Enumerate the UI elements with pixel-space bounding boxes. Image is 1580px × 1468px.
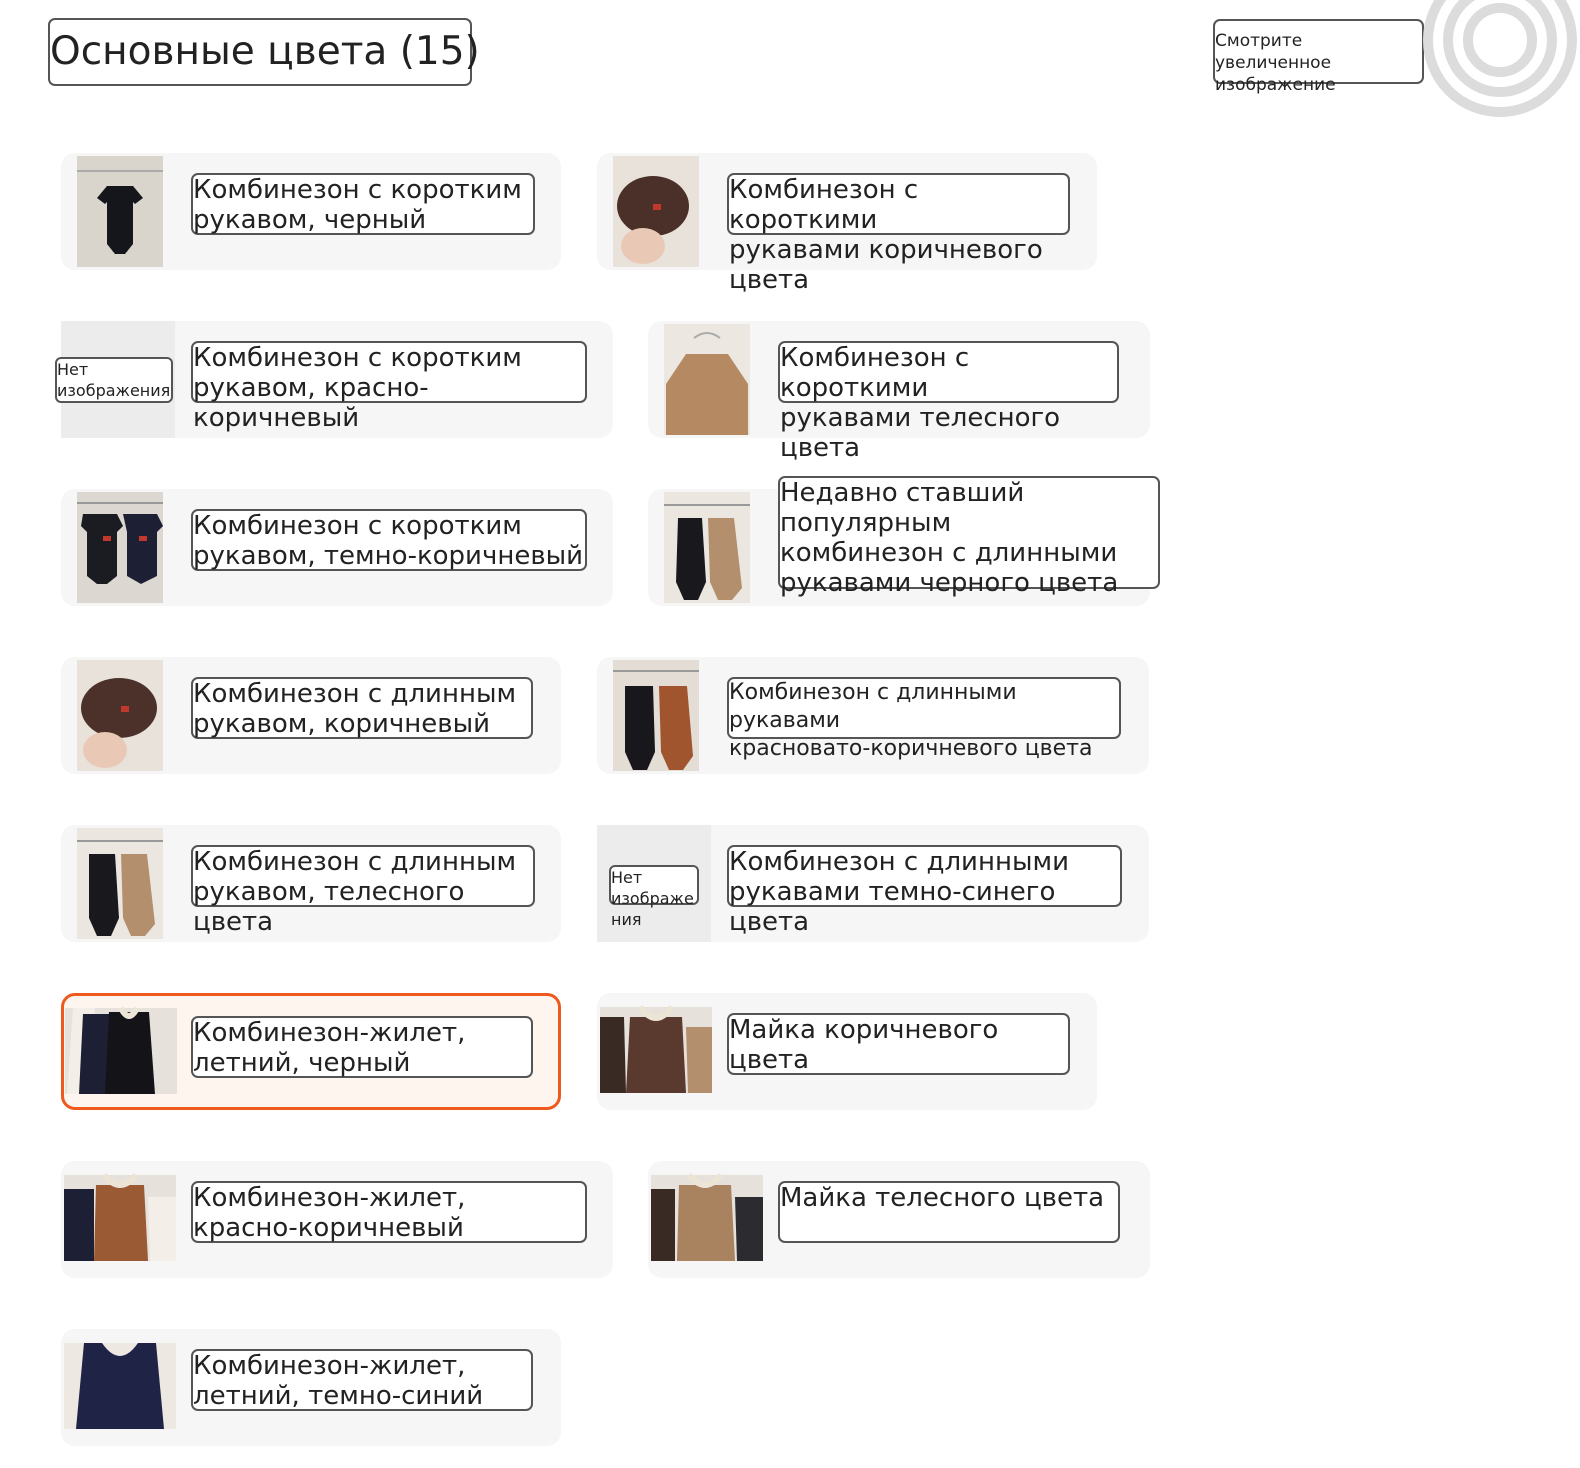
variant-label: Майка коричневого цвета <box>727 1013 1070 1075</box>
variant-option[interactable] <box>597 825 1149 942</box>
variant-option[interactable] <box>648 1161 1150 1278</box>
target-rings-icon <box>1420 0 1580 120</box>
variant-image <box>64 1343 176 1429</box>
variant-label: Комбинезон с длинными рукавами красновато-коричневого цвета <box>727 677 1121 739</box>
variant-label: Комбинезон с короткими рукавами телесного цвета <box>778 341 1119 403</box>
variant-option[interactable] <box>597 993 1097 1110</box>
no-image-label: Нет изображения <box>55 357 173 403</box>
variant-option[interactable] <box>597 153 1097 295</box>
no-image-label: Нет изображе ния <box>609 865 699 905</box>
variant-image <box>613 156 699 267</box>
variant-image <box>64 1175 176 1261</box>
no-image-placeholder <box>57 321 175 438</box>
variant-option[interactable] <box>648 478 1150 606</box>
variant-image <box>651 1175 763 1261</box>
variant-option-selected[interactable] <box>61 993 561 1110</box>
variant-option[interactable] <box>61 153 561 270</box>
variant-image <box>65 1008 177 1094</box>
variant-option[interactable] <box>61 489 613 606</box>
variant-label: Комбинезон с длинным рукавом, коричневый <box>191 677 533 739</box>
variant-label: Комбинезон с коротким рукавом, темно-коричневый <box>191 509 587 571</box>
variant-label: Комбинезон-жилет, летний, темно-синий <box>191 1349 533 1411</box>
variant-image <box>77 828 163 939</box>
variant-label: Комбинезон-жилет, красно-коричневый <box>191 1181 587 1243</box>
variant-option[interactable] <box>648 321 1150 463</box>
variant-option[interactable] <box>597 657 1149 774</box>
variant-option[interactable] <box>61 825 561 942</box>
variant-label: Комбинезон с короткими рукавами коричневого цвета <box>727 173 1070 235</box>
variant-option[interactable] <box>61 1161 613 1278</box>
variant-image <box>664 492 750 603</box>
variant-label: Комбинезон с коротким рукавом, красно-коричневый <box>191 341 587 403</box>
variant-label: Недавно ставший популярным комбинезон с длинными рукавами черного цвета <box>778 476 1160 589</box>
variant-option[interactable] <box>61 657 561 774</box>
variant-image <box>600 1007 712 1093</box>
variant-label: Комбинезон-жилет, летний, черный <box>191 1016 533 1078</box>
variant-image <box>77 492 163 603</box>
no-image-placeholder <box>597 825 711 942</box>
variant-label: Майка телесного цвета <box>778 1181 1120 1243</box>
variant-image <box>613 660 699 771</box>
variant-label: Комбинезон с длинным рукавом, телесного цвета <box>191 845 535 907</box>
view-larger-image-button[interactable]: Смотрите увеличенное изображение <box>1213 19 1424 84</box>
variant-option[interactable] <box>61 1329 561 1446</box>
variant-image <box>77 156 163 267</box>
variant-label: Комбинезон с коротким рукавом, черный <box>191 173 535 235</box>
variant-label: Комбинезон с длинными рукавами темно-синего цвета <box>727 845 1122 907</box>
variant-option[interactable] <box>57 321 613 438</box>
variant-image <box>77 660 163 771</box>
section-title: Основные цвета (15) <box>48 18 472 86</box>
variant-image <box>664 324 750 435</box>
